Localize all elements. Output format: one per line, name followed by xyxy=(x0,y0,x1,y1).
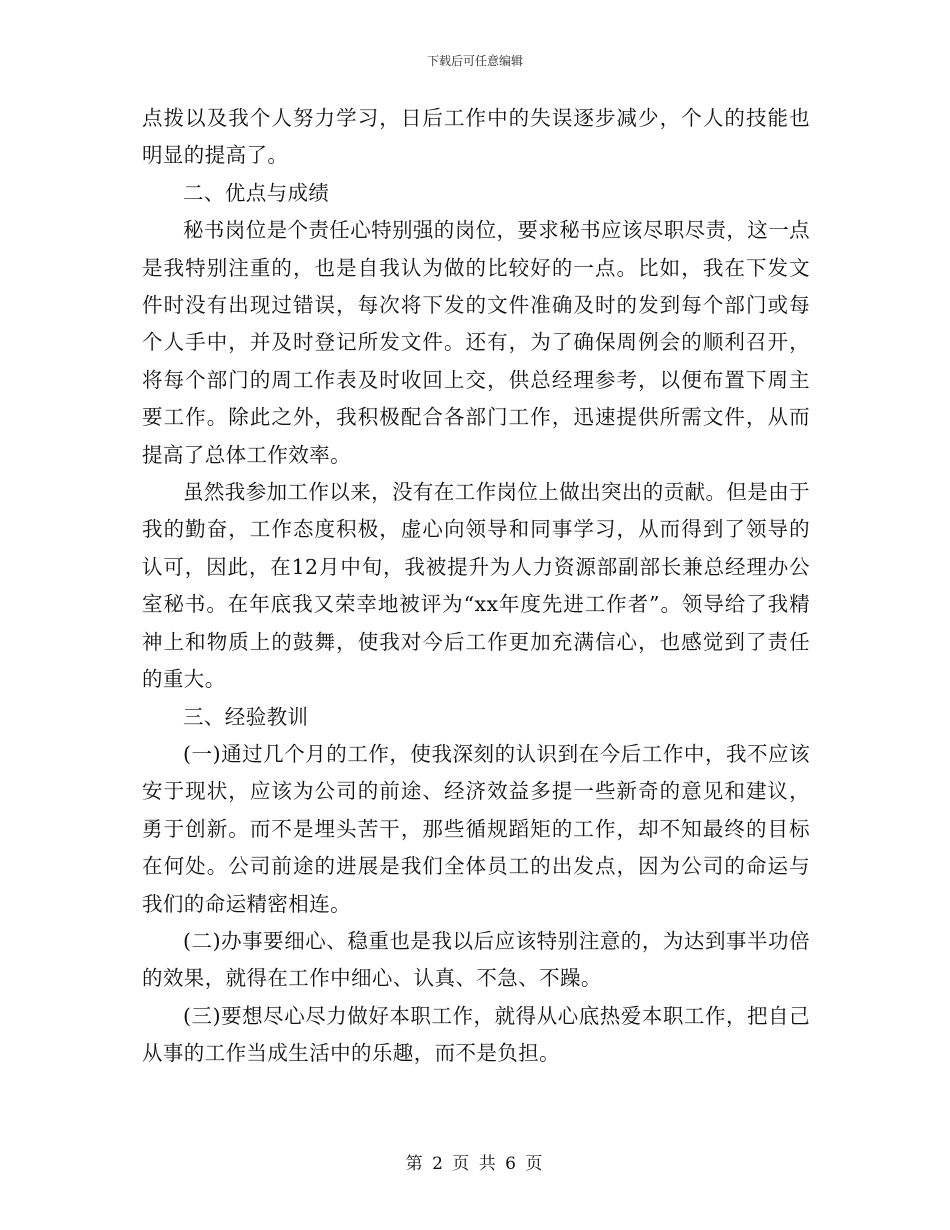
paragraph-2: 秘书岗位是个责任心特别强的岗位，要求秘书应该尽职尽责，这一点是我特别注重的，也是自我认为做的比较好的一点。比如，我在下发文件时没有出现过错误，每次将下发的文件准确及时的发到每个部门或每个人手中，并及时登记所发文件。还有，为了确保周例会的顺利召开，将每个部门的周工作表及时收回上交，供总经理参考，以便布置下周主要工作。除此之外，我积极配合各部门工作，迅速提供所需文件，从而提高了总体工作效率。 xyxy=(142,218,810,467)
page-header: 下载后可任意编辑 xyxy=(426,54,523,68)
paragraph-5: (二)办事要细心、稳重也是我以后应该特别注意的，为达到事半功倍的效果，就得在工作中细心、认真、不急、不躁。 xyxy=(142,928,810,991)
paragraph-4: (一)通过几个月的工作，使我深刻的认识到在今后工作中，我不应该安于现状，应该为公司的前途、经济效益多提一些新奇的意见和建议，勇于创新。而不是埋头苦干，那些循规蹈矩的工作，却不知最终的目标在何处。公司前途的进展是我们全体员工的出发点，因为公司的命运与我们的命运精密相连。 xyxy=(142,741,810,916)
section-heading-strengths: 二、优点与成绩 xyxy=(183,180,330,205)
section-heading-lessons: 三、经验教训 xyxy=(183,704,309,729)
paragraph-1: 点拨以及我个人努力学习，日后工作中的失误逐步减少，个人的技能也明显的提高了。 xyxy=(142,106,810,168)
document-body xyxy=(142,100,810,1073)
paragraph-3: 虽然我参加工作以来，没有在工作岗位上做出突出的贡献。但是由于我的勤奋，工作态度积极，虚心向领导和同事学习，从而得到了领导的认可，因此，在12月中旬，我被提升为人力资源部副部长兼总经理办公室秘书。在年底我又荣幸地被评为“xx年度先进工作者”。领导给了我精神上和物质上的鼓舞，使我对今后工作更加充满信心，也感觉到了责任的重大。 xyxy=(142,480,810,692)
paragraph-6: (三)要想尽心尽力做好本职工作，就得从心底热爱本职工作，把自己从事的工作当成生活中的乐趣，而不是负担。 xyxy=(142,1003,810,1066)
page-number: 第 2 页 共 6 页 xyxy=(405,1154,545,1174)
